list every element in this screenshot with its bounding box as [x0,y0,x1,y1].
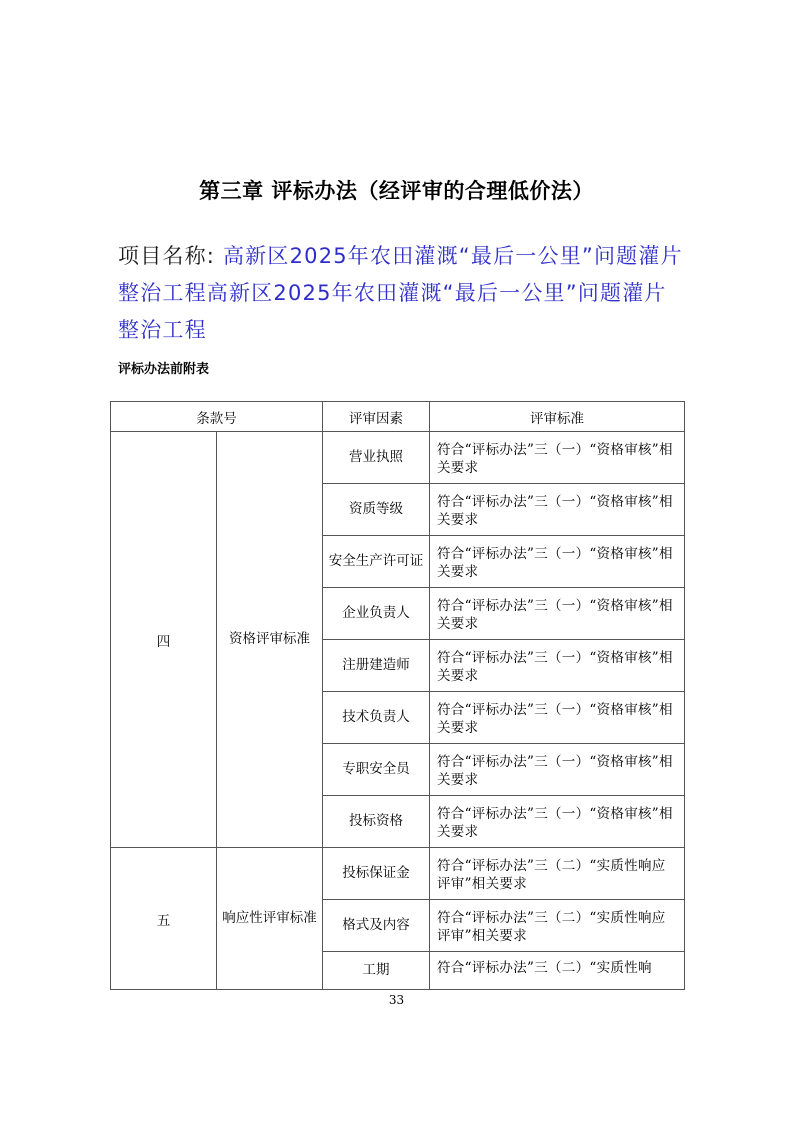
group-name: 资格评审标准 [217,432,323,848]
header-factor: 评审因素 [323,402,430,432]
factor-cell: 注册建造师 [323,640,430,692]
table-row [111,432,685,484]
standard-cell: 符合“评标办法”三（二）“实质性响应评审”相关要求 [430,900,685,952]
factor-cell: 投标资格 [323,796,430,848]
factor-cell: 安全生产许可证 [323,536,430,588]
standard-cell: 符合“评标办法”三（一）“资格审核”相关要求 [430,796,685,848]
table-title: 评标办法前附表 [118,362,210,377]
table-row [111,848,685,900]
page-number: 33 [388,993,405,1007]
standard-cell: 符合“评标办法”三（一）“资格审核”相关要求 [430,432,685,484]
factor-cell: 投标保证金 [323,848,430,900]
table-header-row [111,402,685,432]
factor-cell: 专职安全员 [323,744,430,796]
standard-cell: 符合“评标办法”三（一）“资格审核”相关要求 [430,536,685,588]
standard-cell: 符合“评标办法”三（一）“资格审核”相关要求 [430,692,685,744]
factor-cell: 技术负责人 [323,692,430,744]
project-name-value: 高新区2025年农田灌溉“最后一公里”问题灌片整治工程高新区2025年农田灌溉“最后一公里”问题灌片整治工程 [118,244,683,342]
group-number: 五 [111,848,217,990]
group-number: 四 [111,432,217,848]
standard-cell: 符合“评标办法”三（一）“资格审核”相关要求 [430,640,685,692]
project-name-label: 项目名称: [118,244,216,268]
factor-cell: 资质等级 [323,484,430,536]
standard-cell: 符合“评标办法”三（二）“实质性响应评审”相关要求 [430,848,685,900]
factor-cell: 工期 [323,952,430,990]
group-name: 响应性评审标准 [217,848,323,990]
factor-cell: 营业执照 [323,432,430,484]
chapter-title: 第三章 评标办法（经评审的合理低价法） [199,179,594,203]
standard-cell: 符合“评标办法”三（一）“资格审核”相关要求 [430,744,685,796]
standard-cell: 符合“评标办法”三（一）“资格审核”相关要求 [430,588,685,640]
project-name-block [118,238,688,349]
factor-cell: 企业负责人 [323,588,430,640]
factor-cell: 格式及内容 [323,900,430,952]
evaluation-table [110,401,685,990]
standard-cell: 符合“评标办法”三（一）“资格审核”相关要求 [430,484,685,536]
header-clause: 条款号 [111,402,323,432]
standard-cell: 符合“评标办法”三（二）“实质性响 [430,952,685,990]
header-standard: 评审标准 [430,402,685,432]
